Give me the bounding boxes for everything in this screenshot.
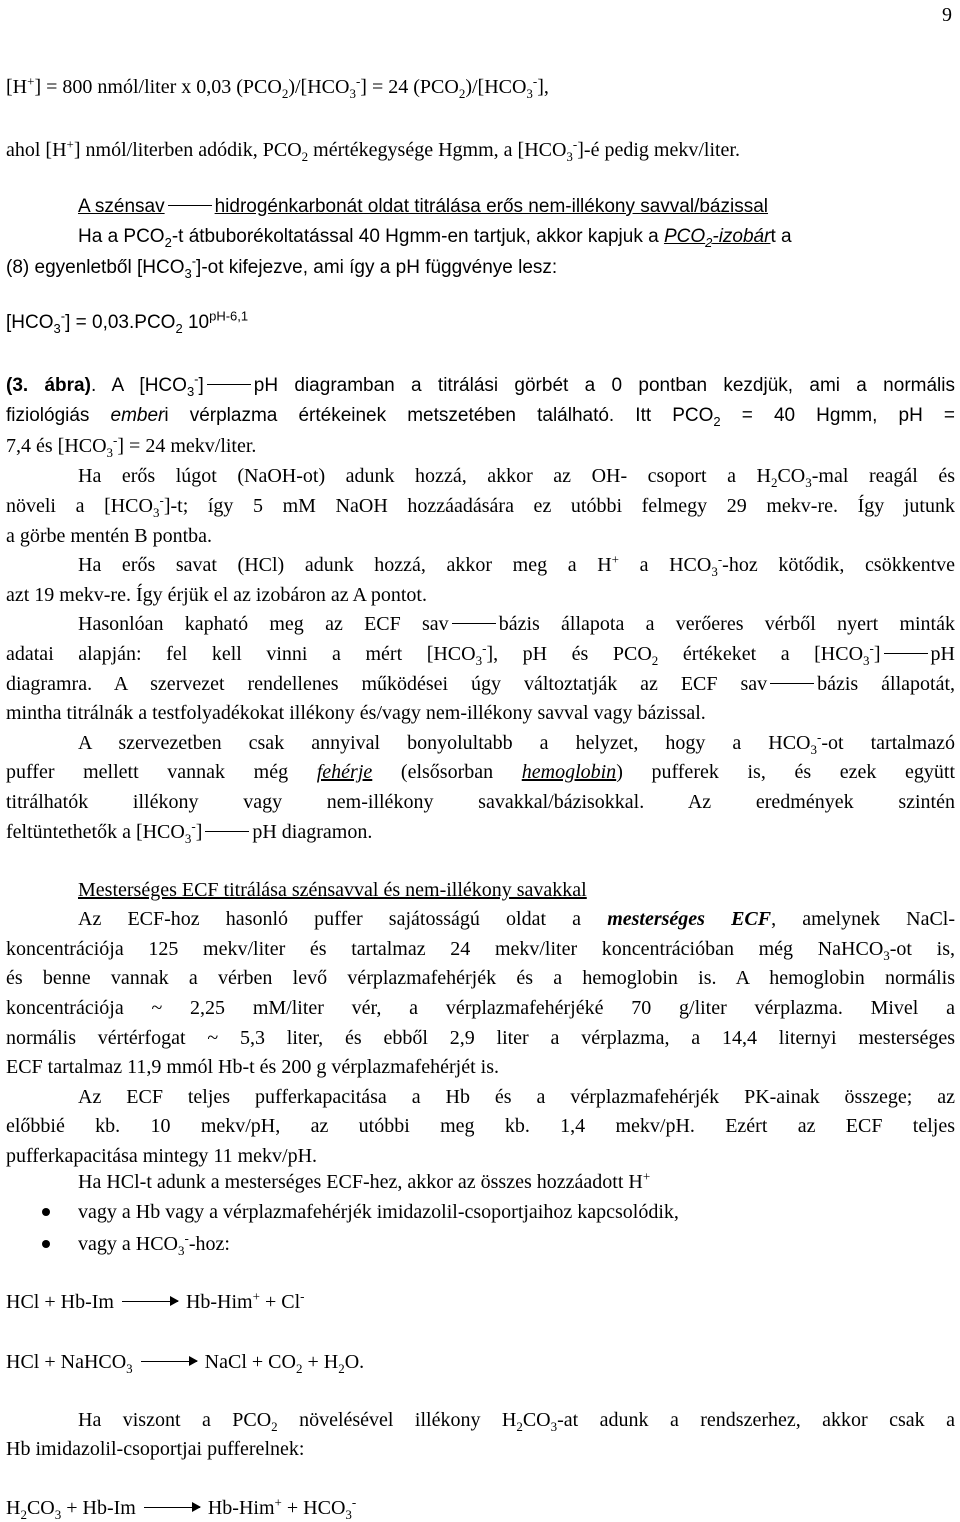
equation-h-concentration: [H+] = 800 nmól/liter x 0,03 $(PCO_2)/[HCO_3^-] = 24$ $(PCO_2)/[HCO_3^-]$, <box>6 73 549 101</box>
complex-para-line2: puffer mellett vannak még fehérje (elsősorban hemoglobin) pufferek is, és ezek együtt <box>6 761 955 783</box>
em-dash <box>207 384 251 385</box>
acid-para-line1: Ha erős savat (HCl) adunk hozzá, akkor meg a H+ a $HCO_3^-$-hoz kötődik, csökkentve <box>78 551 956 579</box>
section1-line1: Ha a $PCO_2-t$ átbuborékoltatással 40 Hgmm-en tartjuk, akkor kapjuk a $PCO_2$-izobárt a <box>78 226 792 250</box>
s2-p2-line1: Az ECF teljes pufferkapacitása a Hb és a vérplazmafehérjék PK-ainak összege; az <box>78 1086 955 1108</box>
bullet-icon <box>42 1208 50 1216</box>
section-heading-artificial-ecf: Mesterséges ECF titrálása szénsavval és nem-illékony savakkal <box>78 879 587 901</box>
ecf-para-line2: adatai alapján: fel kell vinni a mért $[HCO_3^-]$, pH és $PCO_2$ értékeket a $[HCO_3^-]$ pH <box>6 640 955 668</box>
s2-p1-line4: koncentrációja ~ 2,25 mM/liter vér, a vérplazmafehérjéké 70 g/liter vérplazma. Mivel a <box>6 997 955 1019</box>
bullet-item-1: vagy a Hb vagy a vérplazmafehérjék imidazolil-csoportjaihoz kapcsolódik, <box>78 1201 679 1223</box>
s2-p2-line3: pufferkapacitása mintegy 11 mekv/pH. <box>6 1145 318 1167</box>
reaction-h2co3-hbim: $H_2CO_3 + Hb-Im$ $Hb-Him^+ + HCO_3^-$ <box>6 1494 357 1522</box>
acid-para-line2: azt 19 mekv-re. Így érjük el az izobáron az A pontot. <box>6 584 427 606</box>
hemoglobin-link[interactable]: hemoglobin <box>521 761 617 783</box>
fig-para-line1: (3. ábra). A $[HCO_3^-]$ pH diagramban a titrálási görbét a 0 pontban kezdjük, ami a normális <box>6 371 955 399</box>
sup-plus: + <box>27 73 35 89</box>
reaction-hcl-hbim: HCl + Hb-Im Hb-Him+ + Cl- <box>6 1288 305 1313</box>
complex-para-line4: feltüntethetők a $[HCO_3^-]$ pH diagramon. <box>6 818 373 846</box>
arrow-right-icon <box>141 1361 197 1362</box>
arrow-right-icon <box>122 1301 178 1302</box>
s2-p1-line6: ECF tartalmaz 11,9 mmól Hb-t és 200 g vérplazmafehérjét is. <box>6 1056 500 1078</box>
s2-p4-line1: Ha viszont a $PCO_2$ növelésével illékony $H_2CO_3-at$ adunk a rendszerhez, akkor csak a <box>78 1409 955 1434</box>
section1-line2: (8) egyenletből $[HCO_3^-]-ot$ kifejezve, ami így a pH függvénye lesz: <box>6 253 558 281</box>
section-heading-titration: A szénsav hidrogénkarbonát oldat titrálása erős nem-illékony savval/bázissal <box>78 196 769 217</box>
arrow-right-icon <box>144 1507 200 1508</box>
ecf-para-line1: Hasonlóan kapható meg az ECF sav bázis állapota a verőeres vérből nyert minták <box>78 613 955 635</box>
units-line: ahol [H+] nmól/literben adódik, $PCO_2$ mértékegysége Hgmm, a $[HCO_3^-]-é$ pedig mekv/liter. <box>6 136 740 164</box>
bullet-icon <box>42 1240 50 1248</box>
complex-para-line3: titrálhatók illékony vagy nem-illékony savakkal/bázisokkal. Az eredmények szintén <box>6 791 955 813</box>
equation-bicarbonate: $[HCO_3^-] = 0,03.PCO_2$ $10^{pH-6,1}$ <box>6 308 249 336</box>
s2-p1-line5: normális vértérfogat ~ 5,3 liter, és ebből 2,9 liter a vérplazma, a 14,4 liternyi mesterséges <box>6 1027 955 1049</box>
bullet-item-2: vagy a $HCO_3^-$-hoz: <box>78 1230 230 1258</box>
protein-link[interactable]: fehérje <box>316 761 373 783</box>
ecf-para-line3: diagramra. A szervezet rendellenes működései úgy változtatják az ECF sav bázis állapotát, <box>6 673 956 695</box>
em-dash <box>884 653 928 654</box>
base-para-line3: a görbe mentén B pontba. <box>6 525 213 547</box>
fig-para-line2: fiziológiás emberi vérplazma értékeinek metszetében található. Itt $PCO_2 = 40$ Hgmm, pH = <box>6 405 955 429</box>
isobar-link[interactable]: $PCO_2$-izobár <box>663 226 771 250</box>
page-number: 9 <box>942 4 952 26</box>
complex-para-line1: A szervezetben csak annyival bonyolultabb a helyzet, hogy a $HCO_3^--ot$ tartalmazó <box>78 729 955 757</box>
em-dash <box>205 831 249 832</box>
s2-p3-line1: Ha HCl-t adunk a mesterséges ECF-hez, akkor az összes hozzáadott H+ <box>78 1168 651 1193</box>
s2-p2-line2: előbbié kb. 10 mekv/pH, az utóbbi meg kb. 1,4 mekv/pH. Ezért az ECF teljes <box>6 1115 955 1137</box>
em-dash <box>168 205 212 206</box>
reaction-hcl-nahco3: HCl + NaHCO$_3$ NaCl + $CO_2 + H_2O$. <box>6 1351 365 1376</box>
em-dash <box>770 683 814 684</box>
em-dash <box>452 623 496 624</box>
s2-p1-line3: és benne vannak a vérben levő vérplazmafehérjék és a hemoglobin is. A hemoglobin normális <box>6 967 955 989</box>
s2-p4-line2: Hb imidazolil-csoportjai pufferelnek: <box>6 1438 305 1460</box>
base-para-line2: növeli a $[HCO_3^-]-t$; így 5 mM NaOH hozzáadására ez utóbbi felmegy 29 mekv-re. Így jutunk <box>6 492 955 520</box>
ecf-para-line4: mintha titrálnák a testfolyadékokat illékony és/vagy nem-illékony savval vagy bázissal. <box>6 702 706 724</box>
base-para-line1: Ha erős lúgot (NaOH-ot) adunk hozzá, akkor az OH- csoport a $H_2CO_3$-mal reagál és <box>78 465 955 490</box>
s2-p1-line2: koncentrációja 125 mekv/liter és tartalmaz 24 mekv/liter koncentrációban még NaHCO$_3$-ot is, <box>6 938 955 963</box>
fig-para-line3: 7,4 és $[HCO_3^-] = 24$ mekv/liter. <box>6 432 257 460</box>
s2-p1-line1: Az ECF-hoz hasonló puffer sajátosságú oldat a mesterséges ECF, amelynek NaCl- <box>78 908 956 930</box>
